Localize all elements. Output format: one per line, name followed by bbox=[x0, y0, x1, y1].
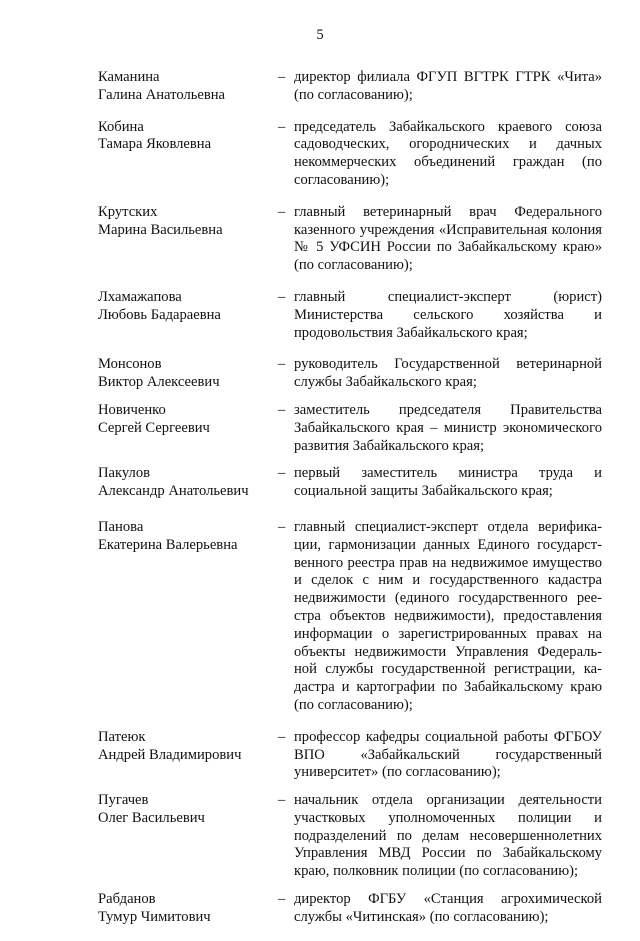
member-given-name: Тумур Чимитович bbox=[98, 908, 211, 925]
member-position: руководитель Государственной ветеринарной службы Забайкальского края; bbox=[294, 356, 602, 391]
member-name bbox=[98, 729, 278, 782]
member-name bbox=[98, 792, 278, 881]
member-surname: Лхамажапова bbox=[98, 288, 182, 305]
member-name bbox=[98, 465, 278, 501]
member-surname: Панова bbox=[98, 518, 144, 535]
dash-separator: – bbox=[278, 288, 286, 305]
member-position: первый заместитель министра труда и социальной защиты Забайкальского края; bbox=[294, 465, 602, 500]
member-surname: Каманина bbox=[98, 69, 160, 85]
member-name bbox=[98, 356, 278, 392]
member-surname: Пакулов bbox=[98, 465, 151, 482]
member-name bbox=[98, 402, 278, 455]
member-given-name: Виктор Алексеевич bbox=[98, 374, 220, 391]
member-position: заместитель председателя Правительства Забайкальского края – министр экономического развития Забайкальского края; bbox=[294, 401, 602, 454]
member-entry bbox=[98, 402, 602, 455]
dash-separator: – bbox=[278, 465, 286, 482]
member-entry bbox=[98, 69, 602, 105]
dash-separator: – bbox=[278, 118, 286, 135]
member-name bbox=[98, 289, 278, 342]
member-position: директор филиала ФГУП ВГТРК ГТРК «Чита» (по согласованию); bbox=[294, 69, 602, 103]
member-surname: Монсонов bbox=[98, 356, 162, 373]
dash-separator: – bbox=[278, 792, 286, 809]
dash-separator: – bbox=[278, 728, 286, 745]
member-entry bbox=[98, 519, 602, 715]
member-position: главный специалист-эксперт отдела верификации, гармонизации данных Единого государственного реестра прав на недвижимое имущество и сделок с ним и государственного кадастра недвижимости (единого государственного реестра объектов недвижимости), предоставления информации о зарегистрированных правах на объекты недвижимости Управления Федеральной службы государственной регистрации, кадастра и картографии по Забайкальскому краю (по согласованию); bbox=[294, 518, 602, 713]
member-list bbox=[98, 69, 602, 941]
member-given-name: Галина Анатольевна bbox=[98, 86, 226, 103]
member-name bbox=[98, 519, 278, 715]
member-name bbox=[98, 891, 278, 927]
dash-separator: – bbox=[278, 518, 286, 535]
member-entry bbox=[98, 729, 602, 782]
member-given-name: Екатерина Валерьевна bbox=[98, 536, 238, 553]
member-surname: Крутских bbox=[98, 203, 158, 220]
member-given-name: Андрей Владимирович bbox=[98, 746, 242, 763]
member-surname: Патеюк bbox=[98, 728, 146, 745]
member-position: профессор кафедры социальной работы ФГБОУ ВПО «Забайкальский государственный университет» (по согласованию); bbox=[294, 728, 602, 781]
dash-separator: – bbox=[278, 69, 286, 85]
member-entry bbox=[98, 119, 602, 190]
member-name bbox=[98, 69, 278, 105]
member-name bbox=[98, 204, 278, 275]
member-entry bbox=[98, 465, 602, 501]
member-surname: Пугачев bbox=[98, 792, 149, 809]
member-surname: Новиченко bbox=[98, 401, 166, 418]
member-position: директор ФГБУ «Станция агрохимической службы «Читинская» (по согласованию); bbox=[294, 891, 602, 925]
member-position: главный ветеринарный врач Федерального казенного учреждения «Исправительная колония № 5 УФСИН России по Забайкальскому краю» (по согласованию); bbox=[294, 203, 602, 274]
member-given-name: Олег Васильевич bbox=[98, 809, 205, 826]
member-position: начальник отдела организации деятельности участковых уполномоченных полиции и подразделений по делам несовершеннолетних Управления МВД России по Забайкальскому краю, полковник полиции (по согласованию); bbox=[294, 792, 602, 880]
member-surname: Рабданов bbox=[98, 891, 156, 908]
member-name bbox=[98, 119, 278, 190]
member-surname: Кобина bbox=[98, 118, 144, 135]
dash-separator: – bbox=[278, 203, 286, 220]
dash-separator: – bbox=[278, 401, 286, 418]
member-entry bbox=[98, 204, 602, 275]
member-entry bbox=[98, 356, 602, 392]
page-number: 5 bbox=[316, 27, 324, 43]
member-position: главный специалист-эксперт (юрист) Министерства сельского хозяйства и продовольствия Забайкальского края; bbox=[294, 288, 602, 341]
member-given-name: Александр Анатольевич bbox=[98, 483, 249, 500]
member-given-name: Любовь Бадараевна bbox=[98, 306, 221, 323]
dash-separator: – bbox=[278, 356, 286, 373]
member-entry bbox=[98, 792, 602, 881]
member-entry bbox=[98, 289, 602, 342]
member-position: председатель Забайкальского краевого союза садоводческих, огороднических и дачных некоммерческих объединений граждан (по согласованию); bbox=[294, 118, 602, 188]
member-entry bbox=[98, 891, 602, 927]
dash-separator: – bbox=[278, 891, 286, 908]
member-given-name: Марина Васильевна bbox=[98, 221, 223, 238]
member-given-name: Сергей Сергеевич bbox=[98, 419, 210, 436]
member-given-name: Тамара Яковлевна bbox=[98, 136, 212, 153]
